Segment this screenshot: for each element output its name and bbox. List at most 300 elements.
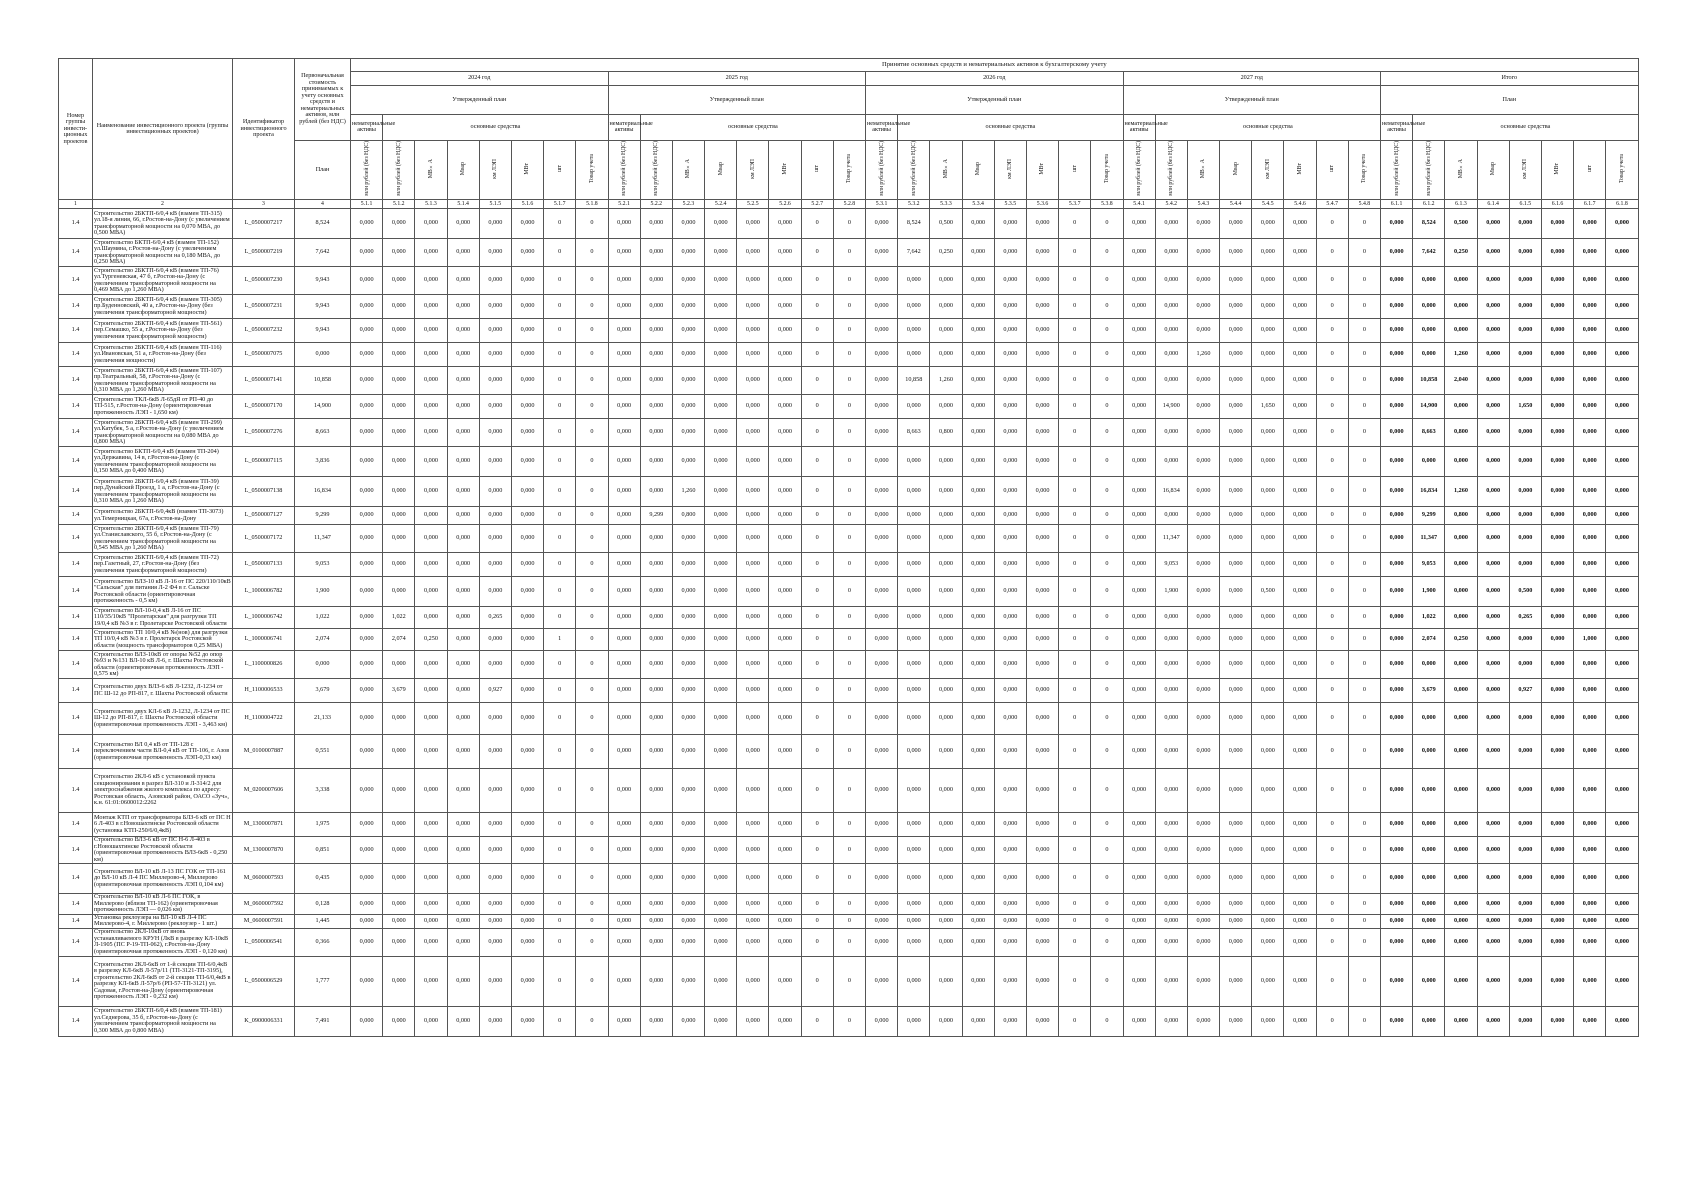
- value-cell: 0,000: [898, 864, 930, 894]
- value-cell: 0,000: [1284, 577, 1316, 607]
- value-cell: 0,000: [351, 928, 383, 956]
- project-id-cell: L_1000006782: [233, 577, 295, 607]
- value-cell: 0: [1091, 735, 1123, 769]
- value-cell: 0: [544, 525, 576, 553]
- value-cell: 0,000: [1187, 267, 1219, 295]
- unit-header-label: шт: [814, 165, 821, 173]
- value-cell: 0,000: [994, 395, 1026, 419]
- value-cell: 0,000: [962, 651, 994, 679]
- value-cell: 0,000: [737, 629, 769, 651]
- value-cell: 0,000: [415, 507, 447, 525]
- group-number-cell: 1.4: [59, 343, 93, 367]
- value-cell: 0: [833, 295, 865, 319]
- table-row: [59, 419, 1639, 447]
- value-cell: 0: [1059, 629, 1091, 651]
- value-cell: 0,000: [1220, 577, 1252, 607]
- unit-header: [383, 140, 415, 199]
- value-cell: 0: [1059, 769, 1091, 813]
- value-cell: 0,000: [511, 367, 543, 395]
- value-cell: 0: [1059, 319, 1091, 343]
- value-cell: 0,000: [737, 607, 769, 629]
- column-number: 6.1.3: [1445, 200, 1477, 209]
- total-value-cell: 0,000: [1574, 956, 1606, 1006]
- initial-cost-cell: 3,679: [295, 679, 351, 703]
- group-number-cell: 1.4: [59, 864, 93, 894]
- unit-header-label: шт: [1071, 165, 1078, 173]
- total-value-cell: 0,000: [1477, 319, 1509, 343]
- value-cell: 0: [576, 956, 608, 1006]
- value-cell: 0,000: [1284, 864, 1316, 894]
- value-cell: 0,000: [608, 914, 640, 928]
- value-cell: 0,000: [994, 894, 1026, 915]
- unit-header-label: млн рублей (без НДС): [1425, 141, 1432, 196]
- total-value-cell: 0,000: [1509, 553, 1541, 577]
- column-number: 5.4.5: [1252, 200, 1284, 209]
- value-cell: 0,000: [640, 703, 672, 735]
- value-cell: 0,000: [1026, 679, 1058, 703]
- value-cell: 0: [801, 607, 833, 629]
- value-cell: 0,000: [1026, 367, 1058, 395]
- value-cell: 0,000: [640, 928, 672, 956]
- value-cell: 0,000: [1220, 769, 1252, 813]
- value-cell: 0,000: [415, 577, 447, 607]
- total-value-cell: 0,500: [1445, 209, 1477, 239]
- unit-header: [962, 140, 994, 199]
- initial-cost-cell: 2,074: [295, 629, 351, 651]
- value-cell: 0: [801, 577, 833, 607]
- value-cell: 0,000: [1187, 477, 1219, 507]
- total-value-cell: 0,000: [1381, 477, 1413, 507]
- value-cell: 0,000: [511, 319, 543, 343]
- unit-header: [898, 140, 930, 199]
- value-cell: 0,000: [769, 679, 801, 703]
- value-cell: 0,000: [1220, 367, 1252, 395]
- value-cell: 0,000: [930, 651, 962, 679]
- total-value-cell: 0,000: [1413, 894, 1445, 915]
- value-cell: 0: [833, 447, 865, 477]
- value-cell: 0: [576, 239, 608, 267]
- value-cell: 0,000: [415, 956, 447, 1006]
- unit-header-label: км ЛЭП: [1007, 158, 1014, 179]
- value-cell: 0,000: [1220, 894, 1252, 915]
- total-value-cell: 0,000: [1381, 894, 1413, 915]
- total-value-cell: 0,000: [1541, 267, 1573, 295]
- unit-header: [1155, 140, 1187, 199]
- value-cell: 0,000: [962, 295, 994, 319]
- value-cell: 0: [1091, 928, 1123, 956]
- value-cell: 0,000: [479, 419, 511, 447]
- value-cell: 0,000: [383, 343, 415, 367]
- value-cell: 0,000: [994, 477, 1026, 507]
- total-value-cell: 0,000: [1413, 319, 1445, 343]
- table-row: [59, 395, 1639, 419]
- value-cell: 0,000: [1187, 525, 1219, 553]
- column-number: 5.1.7: [544, 200, 576, 209]
- total-value-cell: 0,000: [1477, 367, 1509, 395]
- value-cell: 0: [801, 703, 833, 735]
- value-cell: 0: [576, 914, 608, 928]
- total-value-cell: 0,000: [1413, 267, 1445, 295]
- value-cell: 0: [833, 914, 865, 928]
- value-cell: 0,000: [672, 928, 704, 956]
- value-cell: 0,000: [1252, 651, 1284, 679]
- value-cell: 0,000: [769, 477, 801, 507]
- project-name-cell: Монтаж КТП от трансформатора БЛЗ-6 кВ от ПС Н 6 Л-403 в г.Новошахтинске Ростовской области (установка КТП-250/6/0,4кВ): [93, 813, 233, 837]
- value-cell: 0,000: [737, 577, 769, 607]
- value-cell: 0,000: [383, 651, 415, 679]
- group-number-cell: 1.4: [59, 525, 93, 553]
- value-cell: 0,000: [1252, 928, 1284, 956]
- value-cell: 0: [1059, 209, 1091, 239]
- table-row: [59, 679, 1639, 703]
- total-value-cell: 0,000: [1541, 735, 1573, 769]
- value-cell: 0: [801, 956, 833, 1006]
- value-cell: 0,000: [930, 553, 962, 577]
- total-plan-header: План: [1381, 85, 1639, 115]
- column-number: 5.2.8: [833, 200, 865, 209]
- value-cell: 0,000: [640, 447, 672, 477]
- table-row: [59, 577, 1639, 607]
- value-cell: 0,000: [1123, 735, 1155, 769]
- value-cell: 0,000: [737, 553, 769, 577]
- value-cell: 0,000: [1123, 419, 1155, 447]
- value-cell: 0: [801, 813, 833, 837]
- total-value-cell: 0,000: [1509, 525, 1541, 553]
- column-number: 5.1.3: [415, 200, 447, 209]
- value-cell: 0: [1348, 525, 1380, 553]
- unit-header-label: Товар учета: [1361, 153, 1368, 184]
- total-value-cell: 0,000: [1413, 651, 1445, 679]
- value-cell: 0: [1059, 553, 1091, 577]
- value-cell: 0,000: [1252, 956, 1284, 1006]
- value-cell: 0: [1059, 239, 1091, 267]
- total-value-cell: 0,000: [1606, 447, 1638, 477]
- value-cell: 0,000: [737, 295, 769, 319]
- value-cell: 0,000: [994, 525, 1026, 553]
- value-cell: 0,000: [1155, 813, 1187, 837]
- value-cell: 0,000: [640, 295, 672, 319]
- value-cell: 0,000: [640, 419, 672, 447]
- project-id-cell: L_0500007115: [233, 447, 295, 477]
- value-cell: 0: [801, 447, 833, 477]
- value-cell: 0,000: [608, 629, 640, 651]
- value-cell: 0,000: [511, 477, 543, 507]
- total-value-cell: 10,858: [1413, 367, 1445, 395]
- value-cell: 0,000: [447, 419, 479, 447]
- value-cell: 0,000: [705, 477, 737, 507]
- total-value-cell: 0,000: [1445, 894, 1477, 915]
- value-cell: 0,000: [705, 864, 737, 894]
- value-cell: 0,000: [1026, 239, 1058, 267]
- value-cell: 0,000: [930, 507, 962, 525]
- value-cell: 0: [544, 267, 576, 295]
- total-value-cell: 0,000: [1541, 679, 1573, 703]
- unit-header-label: шт: [1329, 165, 1336, 173]
- value-cell: 0,000: [705, 525, 737, 553]
- value-cell: 0,000: [608, 525, 640, 553]
- initial-cost-cell: 0,128: [295, 894, 351, 915]
- value-cell: 0,000: [1220, 507, 1252, 525]
- value-cell: 0: [833, 956, 865, 1006]
- total-value-cell: 0,000: [1574, 395, 1606, 419]
- total-value-cell: 0,000: [1574, 267, 1606, 295]
- value-cell: 0,000: [1252, 209, 1284, 239]
- unit-header-label: млн рублей (без НДС): [1136, 141, 1143, 196]
- unit-header: [1606, 140, 1638, 199]
- total-header: Итого: [1381, 72, 1639, 85]
- value-cell: 0: [1091, 769, 1123, 813]
- value-cell: 0: [1091, 813, 1123, 837]
- value-cell: 0,000: [1123, 553, 1155, 577]
- value-cell: 0: [1316, 239, 1348, 267]
- total-value-cell: 0,000: [1381, 267, 1413, 295]
- value-cell: 0,000: [930, 837, 962, 864]
- total-value-cell: 0,000: [1445, 295, 1477, 319]
- total-value-cell: 8,524: [1413, 209, 1445, 239]
- unit-header-label: шт: [556, 165, 563, 173]
- unit-header-label: млн рублей (без НДС): [1168, 141, 1175, 196]
- value-cell: 0,000: [640, 209, 672, 239]
- total-value-cell: 0,000: [1509, 477, 1541, 507]
- project-id-cell: L_0500007219: [233, 239, 295, 267]
- value-cell: 0,000: [1220, 629, 1252, 651]
- value-cell: 0,000: [1252, 477, 1284, 507]
- value-cell: 0: [1348, 651, 1380, 679]
- plan-header: План: [295, 140, 351, 199]
- value-cell: 0,000: [1187, 419, 1219, 447]
- value-cell: 0,000: [447, 651, 479, 679]
- value-cell: 0,000: [447, 295, 479, 319]
- value-cell: 0,000: [930, 956, 962, 1006]
- unit-header: [511, 140, 543, 199]
- value-cell: 0: [1059, 367, 1091, 395]
- column-number: 5.3.1: [866, 200, 898, 209]
- total-value-cell: 0,000: [1445, 447, 1477, 477]
- value-cell: 0,000: [994, 735, 1026, 769]
- value-cell: 0,000: [994, 295, 1026, 319]
- value-cell: 0,000: [898, 477, 930, 507]
- value-cell: 0,000: [415, 1006, 447, 1036]
- total-value-cell: 1,260: [1445, 343, 1477, 367]
- value-cell: 0: [1348, 928, 1380, 956]
- value-cell: 0,000: [1220, 928, 1252, 956]
- value-cell: 0,000: [608, 894, 640, 915]
- value-cell: 0,000: [383, 477, 415, 507]
- column-number: 5.3.2: [898, 200, 930, 209]
- column-number: 5.2.7: [801, 200, 833, 209]
- value-cell: 0,000: [866, 928, 898, 956]
- value-cell: 0,000: [930, 735, 962, 769]
- value-cell: 0,000: [1026, 553, 1058, 577]
- value-cell: 0,000: [383, 914, 415, 928]
- value-cell: 0,000: [1026, 928, 1058, 956]
- value-cell: 0: [544, 477, 576, 507]
- value-cell: 0,000: [994, 607, 1026, 629]
- total-value-cell: 0,000: [1574, 703, 1606, 735]
- value-cell: 0,000: [479, 209, 511, 239]
- total-value-cell: 0,000: [1413, 735, 1445, 769]
- value-cell: 0,000: [994, 914, 1026, 928]
- value-cell: 0: [833, 651, 865, 679]
- value-cell: 0,000: [447, 239, 479, 267]
- value-cell: 0,000: [511, 507, 543, 525]
- value-cell: 0,000: [383, 813, 415, 837]
- value-cell: 0,000: [383, 577, 415, 607]
- project-id-cell: L_0500007127: [233, 507, 295, 525]
- total-value-cell: 0,000: [1606, 319, 1638, 343]
- value-cell: 0,000: [1284, 894, 1316, 915]
- total-value-cell: 0,000: [1606, 577, 1638, 607]
- value-cell: 0: [833, 525, 865, 553]
- value-cell: 0,000: [1284, 629, 1316, 651]
- total-value-cell: 0,000: [1541, 507, 1573, 525]
- value-cell: 10,858: [898, 367, 930, 395]
- unit-header-label: МВ×А: [1200, 158, 1207, 179]
- column-number: 5.2.6: [769, 200, 801, 209]
- value-cell: 0,000: [1026, 735, 1058, 769]
- project-id-cell: L_1100000826: [233, 651, 295, 679]
- total-value-cell: 1,022: [1413, 607, 1445, 629]
- value-cell: 0: [1348, 395, 1380, 419]
- value-cell: 0,000: [447, 679, 479, 703]
- value-cell: 0,000: [930, 914, 962, 928]
- value-cell: 0,000: [1123, 629, 1155, 651]
- value-cell: 0,000: [1220, 525, 1252, 553]
- column-number: 5.3.6: [1026, 200, 1058, 209]
- value-cell: 1,900: [1155, 577, 1187, 607]
- project-id-cell: K_0900006331: [233, 1006, 295, 1036]
- unit-header-label: МВ×А: [1457, 158, 1464, 179]
- project-id-header: Идентификатор инвестиционного проекта: [233, 59, 295, 200]
- value-cell: 0,000: [1252, 447, 1284, 477]
- assets-table: [58, 58, 1639, 1037]
- value-cell: 0,000: [640, 267, 672, 295]
- value-cell: 0,000: [672, 343, 704, 367]
- value-cell: 0,000: [415, 447, 447, 477]
- value-cell: 0,000: [1155, 419, 1187, 447]
- value-cell: 0: [1091, 553, 1123, 577]
- value-cell: 0: [1091, 577, 1123, 607]
- value-cell: 0,000: [866, 894, 898, 915]
- value-cell: 0,000: [1123, 956, 1155, 1006]
- value-cell: 0,000: [1026, 507, 1058, 525]
- value-cell: 0,000: [608, 703, 640, 735]
- total-value-cell: 0,000: [1574, 679, 1606, 703]
- value-cell: 0,000: [737, 267, 769, 295]
- value-cell: 0: [833, 239, 865, 267]
- value-cell: 0,265: [479, 607, 511, 629]
- value-cell: 0,000: [737, 209, 769, 239]
- value-cell: 0,000: [1123, 209, 1155, 239]
- value-cell: 0,000: [640, 525, 672, 553]
- value-cell: 0,000: [866, 607, 898, 629]
- value-cell: 0,000: [1284, 395, 1316, 419]
- value-cell: 0,000: [383, 553, 415, 577]
- value-cell: 0,000: [511, 343, 543, 367]
- value-cell: 0: [576, 928, 608, 956]
- value-cell: 0,000: [1220, 395, 1252, 419]
- value-cell: 0,000: [898, 735, 930, 769]
- value-cell: 0,000: [672, 607, 704, 629]
- value-cell: 0: [1348, 367, 1380, 395]
- value-cell: 0: [576, 769, 608, 813]
- value-cell: 0,000: [1284, 956, 1316, 1006]
- value-cell: 0,000: [640, 553, 672, 577]
- value-cell: 0,000: [962, 837, 994, 864]
- value-cell: 0: [1059, 507, 1091, 525]
- value-cell: 0: [801, 419, 833, 447]
- value-cell: 0: [1091, 956, 1123, 1006]
- value-cell: 0,000: [962, 769, 994, 813]
- value-cell: 0: [1316, 894, 1348, 915]
- value-cell: 0,000: [1252, 629, 1284, 651]
- table-row: [59, 1006, 1639, 1036]
- value-cell: 0,000: [415, 703, 447, 735]
- value-cell: 0: [1059, 651, 1091, 679]
- value-cell: 0,000: [608, 651, 640, 679]
- value-cell: 0,000: [898, 267, 930, 295]
- value-cell: 0: [833, 395, 865, 419]
- value-cell: 0,000: [705, 267, 737, 295]
- value-cell: 0,000: [383, 267, 415, 295]
- value-cell: 0,000: [351, 629, 383, 651]
- value-cell: 0: [576, 447, 608, 477]
- value-cell: 0,000: [351, 679, 383, 703]
- unit-header-label: Мвар: [1232, 161, 1239, 176]
- initial-cost-cell: 21,133: [295, 703, 351, 735]
- unit-header: [1381, 140, 1413, 199]
- table-row: [59, 209, 1639, 239]
- project-id-cell: L_0500006529: [233, 956, 295, 1006]
- value-cell: 0,000: [640, 864, 672, 894]
- value-cell: 0: [1316, 607, 1348, 629]
- table-row: [59, 735, 1639, 769]
- value-cell: 0,000: [866, 367, 898, 395]
- value-cell: 0,000: [705, 1006, 737, 1036]
- value-cell: 0,000: [608, 477, 640, 507]
- value-cell: 0,000: [769, 956, 801, 1006]
- total-value-cell: 0,000: [1541, 629, 1573, 651]
- value-cell: 0,000: [511, 209, 543, 239]
- value-cell: 0,000: [898, 651, 930, 679]
- value-cell: 0,000: [962, 367, 994, 395]
- value-cell: 0,250: [415, 629, 447, 651]
- value-cell: 0: [1091, 419, 1123, 447]
- value-cell: 0,000: [866, 651, 898, 679]
- total-value-cell: 0,000: [1477, 343, 1509, 367]
- value-cell: 0,000: [511, 525, 543, 553]
- group-number-cell: 1.4: [59, 239, 93, 267]
- value-cell: 0,000: [1284, 267, 1316, 295]
- value-cell: 0,000: [415, 894, 447, 915]
- total-value-cell: 0,000: [1606, 703, 1638, 735]
- initial-cost-cell: 9,943: [295, 267, 351, 295]
- project-id-cell: L_0500007075: [233, 343, 295, 367]
- value-cell: 0,000: [705, 914, 737, 928]
- value-cell: 0: [544, 209, 576, 239]
- value-cell: 0: [1348, 209, 1380, 239]
- total-value-cell: 0,000: [1413, 703, 1445, 735]
- value-cell: 0,000: [672, 914, 704, 928]
- value-cell: 0,000: [1252, 703, 1284, 735]
- value-cell: 0: [801, 507, 833, 525]
- value-cell: 0,000: [737, 525, 769, 553]
- value-cell: 0,000: [1252, 267, 1284, 295]
- project-name-cell: Строительство 2БКТП-6/0,4 кВ (взамен ТП-107) пр.Театральный, 58, г.Ростов-на-Дону (с увеличением трансформаторной мощности на 0,310 МВА до 1,260 МВА): [93, 367, 233, 395]
- value-cell: 0: [833, 577, 865, 607]
- value-cell: 0,000: [1026, 1006, 1058, 1036]
- value-cell: 0,000: [930, 894, 962, 915]
